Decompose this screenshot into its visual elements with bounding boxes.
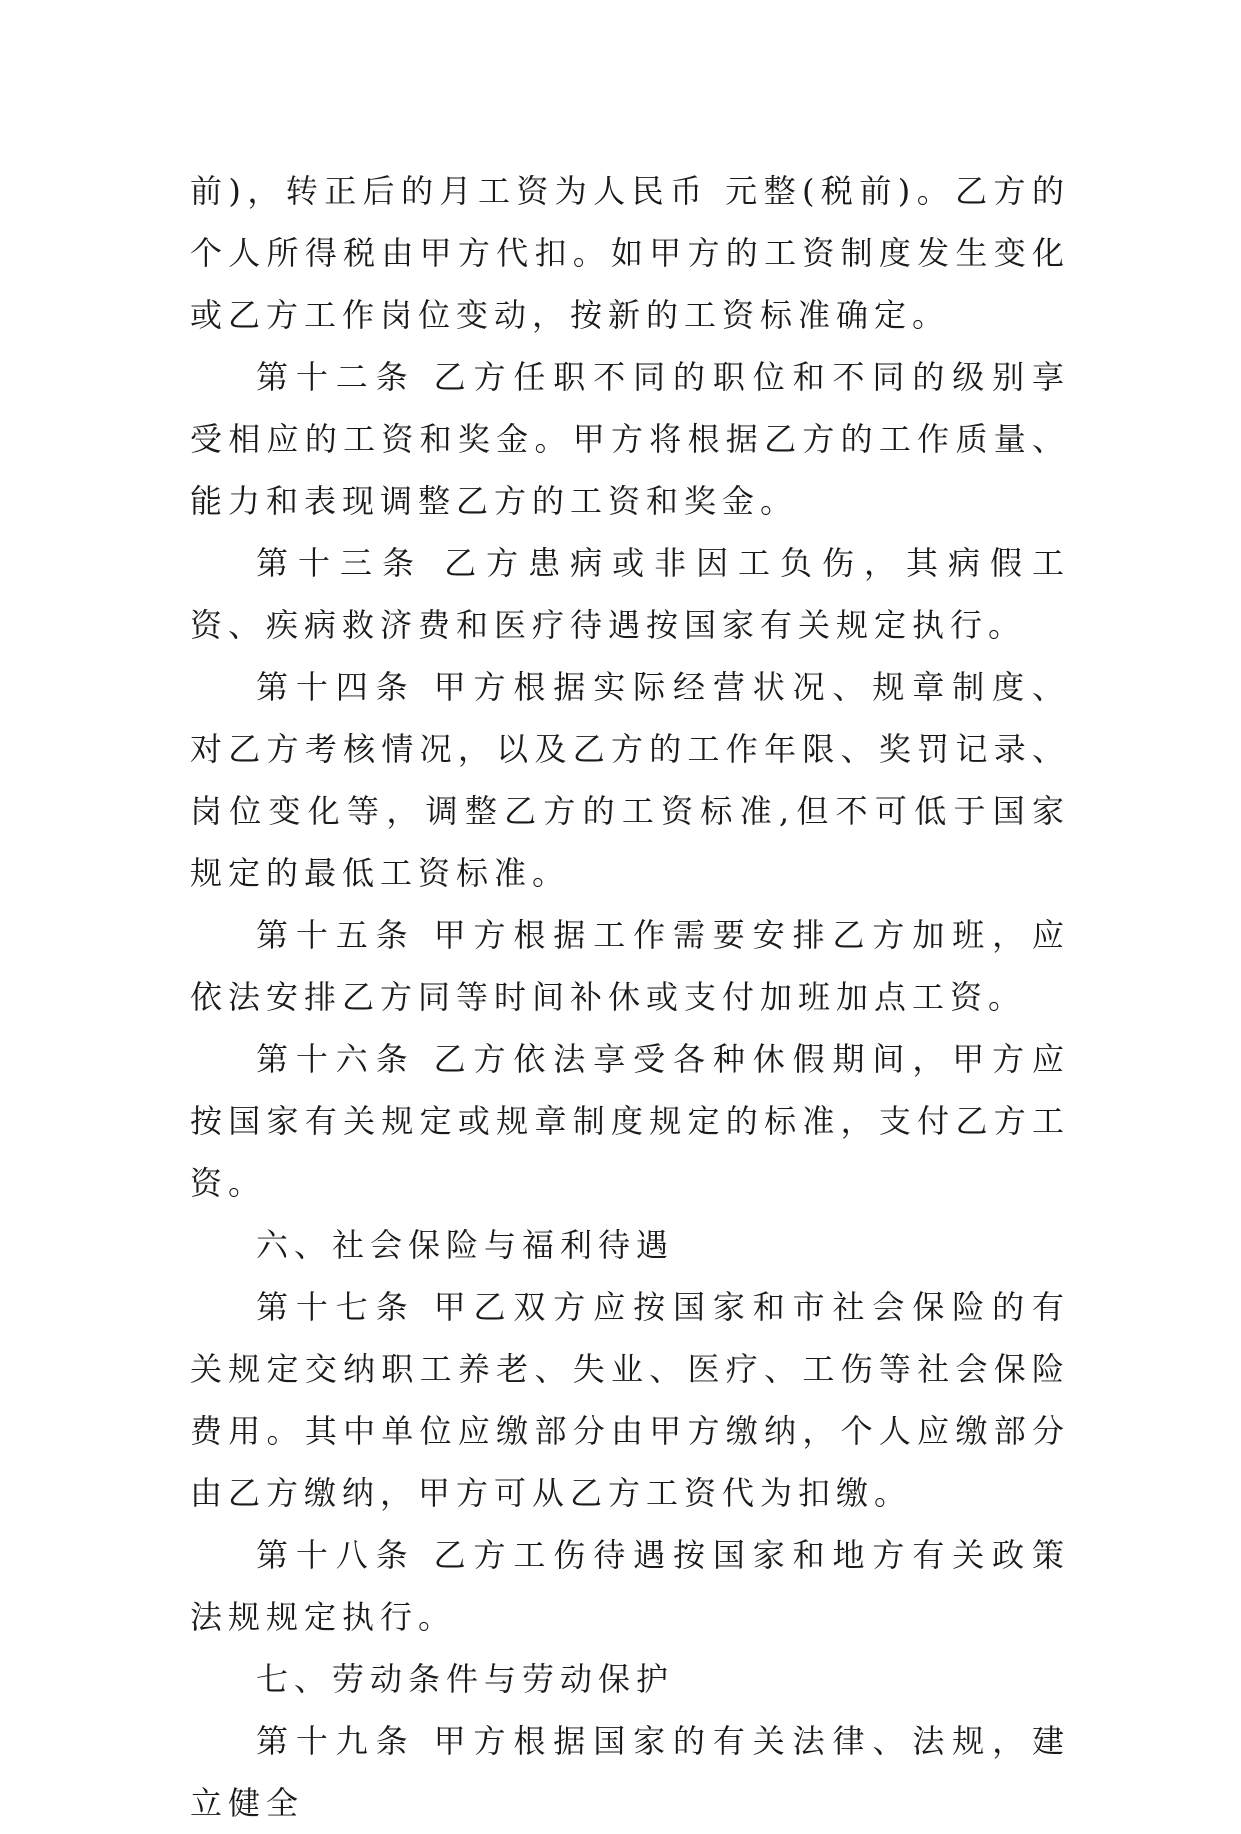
section-heading-labor-conditions: 七、劳动条件与劳动保护 [256, 1660, 675, 1698]
paragraph-article-12: 第十二条 乙方任职不同的职位和不同的级别享受相应的工资和奖金。甲方将根据乙方的工作质量、能力和表现调整乙方的工资和奖金。 [190, 358, 1070, 520]
paragraph-article-16: 第十六条 乙方依法享受各种休假期间，甲方应按国家有关规定或规章制度规定的标准，支付乙方工资。 [190, 1040, 1070, 1202]
paragraph-salary-continued: 前)，转正后的月工资为人民币 元整(税前)。乙方的个人所得税由甲方代扣。如甲方的工资制度发生变化或乙方工作岗位变动，按新的工资标准确定。 [190, 172, 1070, 334]
paragraph-article-15: 第十五条 甲方根据工作需要安排乙方加班，应依法安排乙方同等时间补休或支付加班加点工资。 [190, 916, 1070, 1016]
paragraph-article-14: 第十四条 甲方根据实际经营状况、规章制度、对乙方考核情况，以及乙方的工作年限、奖罚记录、岗位变化等，调整乙方的工资标准,但不可低于国家规定的最低工资标准。 [190, 668, 1070, 892]
paragraph-article-13: 第十三条 乙方患病或非因工负伤，其病假工资、疾病救济费和医疗待遇按国家有关规定执行。 [190, 544, 1070, 644]
paragraph-article-18: 第十八条 乙方工伤待遇按国家和地方有关政策法规规定执行。 [190, 1536, 1070, 1636]
document-body [190, 160, 1070, 1834]
paragraph-article-17: 第十七条 甲乙双方应按国家和市社会保险的有关规定交纳职工养老、失业、医疗、工伤等社会保险费用。其中单位应缴部分由甲方缴纳，个人应缴部分由乙方缴纳，甲方可从乙方工资代为扣缴。 [190, 1288, 1070, 1512]
section-heading-social-insurance: 六、社会保险与福利待遇 [256, 1226, 675, 1264]
paragraph-article-19: 第十九条 甲方根据国家的有关法律、法规，建立健全 [190, 1722, 1070, 1822]
